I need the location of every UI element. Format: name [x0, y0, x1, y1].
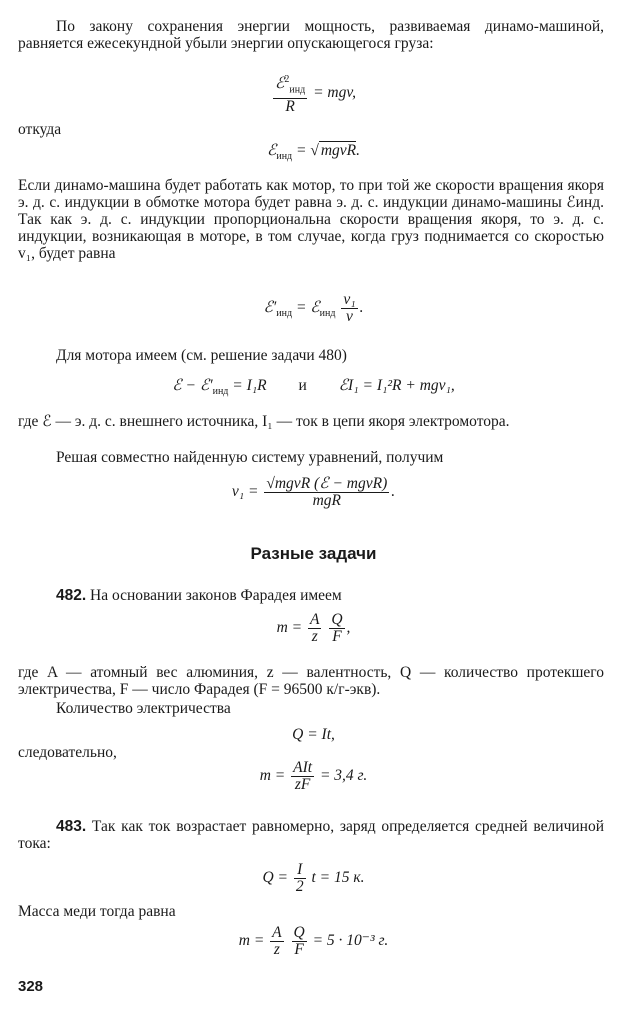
fraction-i-over-2 [294, 862, 306, 895]
denominator-v: v [346, 308, 353, 325]
equation-mass-cu [0, 925, 627, 958]
subscript-ind: инд [212, 386, 229, 398]
fraction-ait-over-zf [291, 760, 314, 793]
equation-power-balance [0, 72, 627, 115]
numerator: Q [331, 611, 343, 628]
result: = 5 · 10⁻³ г. [308, 932, 389, 950]
paragraph-where-emf: где ℰ — э. д. с. внешнего источника, I₁ — ток в цепи якоря электромотора. [18, 413, 510, 430]
emf-symbol: ℰ [275, 75, 285, 93]
paragraph-charge: Количество электричества [56, 700, 231, 717]
equation-emf-induction [0, 142, 627, 165]
denominator: zF [294, 776, 311, 793]
paragraph-motor-ref: Для мотора имеем (см. решение задачи 480) [56, 347, 347, 364]
subscript-ind-2: инд [319, 308, 336, 320]
equation-motor-emf [0, 292, 627, 325]
denominator: 2 [295, 878, 304, 895]
paragraph-energy-conservation: По закону сохранения энергии мощность, развиваемая динамо-машиной, равняется ежесекундной убыли энергии опускающегося груза: [18, 18, 604, 52]
numerator-v1: v₁ [343, 291, 356, 308]
numerator: I [294, 862, 306, 879]
word-otkuda: откуда [18, 121, 62, 138]
problem-text: Так как ток возрастает равномерно, заряд определяется средней величиной тока: [18, 818, 604, 852]
denominator: mgR [312, 492, 342, 509]
numerator: A [309, 611, 320, 628]
eq-power-motor: ℰI₁ = I₁²R + mgv₁, [338, 377, 455, 394]
fraction-v1 [264, 476, 389, 509]
problem-482-intro [18, 587, 604, 604]
sqrt-sign: = √ [292, 142, 319, 159]
conjunction-and: и [298, 377, 307, 394]
period: . [356, 142, 361, 159]
paragraph-copper-mass: Масса меди тогда равна [18, 903, 176, 920]
equation-motor-system [0, 377, 627, 400]
m-lhs: m = [276, 619, 306, 637]
equation-charge [0, 862, 627, 895]
problem-text: На основании законов Фарадея имеем [90, 587, 342, 604]
problem-483-intro [18, 818, 604, 852]
fraction-q-over-f [292, 925, 307, 958]
exponent: 2 [284, 74, 290, 85]
v1-lhs: v₁ = [231, 483, 263, 501]
eq-kirchhoff-rhs: = I₁R [228, 377, 267, 394]
fraction-emf-squared-over-r [273, 72, 307, 115]
numerator: AIt [293, 759, 313, 776]
equation-faraday [0, 612, 627, 645]
denominator: R [285, 98, 295, 116]
radicand: mgvR [320, 142, 357, 159]
denominator: z [273, 941, 280, 958]
subscript-ind: инд [276, 308, 293, 320]
equation-q-it: Q = It, [292, 726, 335, 743]
paragraph-solving: Решая совместно найденную систему уравнений, получим [56, 449, 444, 466]
period: . [391, 483, 396, 501]
result: t = 15 к. [307, 869, 365, 887]
word-therefore: следовательно, [18, 744, 117, 761]
emf-symbol: ℰ [266, 142, 277, 159]
equation-v1-solution [0, 476, 627, 509]
equation-rhs: = mgv, [309, 84, 356, 102]
result: = 3,4 г. [316, 767, 368, 785]
paragraph-where-a: где A — атомный вес алюминия, z — валентность, Q — количество протекшего электричества, F — число Фарадея (F = 96500 к/г-экв). [18, 664, 604, 698]
subscript-ind: инд [276, 151, 293, 163]
paragraph-motor-mode: Если динамо-машина будет работать как мотор, то при той же скорости вращения якоря э. д. с. индукции в обмотке мотора будет равна э. д. с. индукции динамо-машины ℰинд. Так как э. д. с. индукции пропорциональна скорости вращения якоря, то э. д. с. индукции, возникающая в моторе, в том случае, когда груз поднимается со скоростью v₁, будет равна [18, 177, 604, 262]
subscript-ind: инд [289, 84, 306, 96]
denominator: z [311, 628, 318, 645]
eq-kirchhoff-lhs: ℰ − ℰ′ [172, 377, 213, 394]
fraction-speed-ratio [341, 292, 357, 325]
numerator: Q [293, 924, 305, 941]
m-lhs: m = [238, 932, 269, 950]
q-lhs: Q = [262, 869, 292, 887]
fraction-q-over-f [329, 612, 344, 645]
numerator: √mgvR (ℰ − mgvR) [266, 475, 388, 492]
comma: , [346, 619, 351, 637]
problem-number: 482. [56, 587, 87, 604]
page-number: 328 [18, 978, 44, 995]
equation-mass-al [0, 760, 627, 793]
fraction-a-over-z [270, 925, 283, 958]
equals-emf: = ℰ [292, 299, 320, 317]
denominator: F [294, 941, 304, 958]
m-lhs: m = [259, 767, 290, 785]
period: . [359, 299, 364, 317]
denominator: F [332, 628, 342, 645]
numerator: A [272, 924, 282, 941]
fraction-a-over-z [308, 612, 321, 645]
emf-prime: ℰ′ [263, 299, 277, 317]
problem-number: 483. [56, 818, 87, 835]
section-title: Разные задачи [250, 544, 377, 563]
